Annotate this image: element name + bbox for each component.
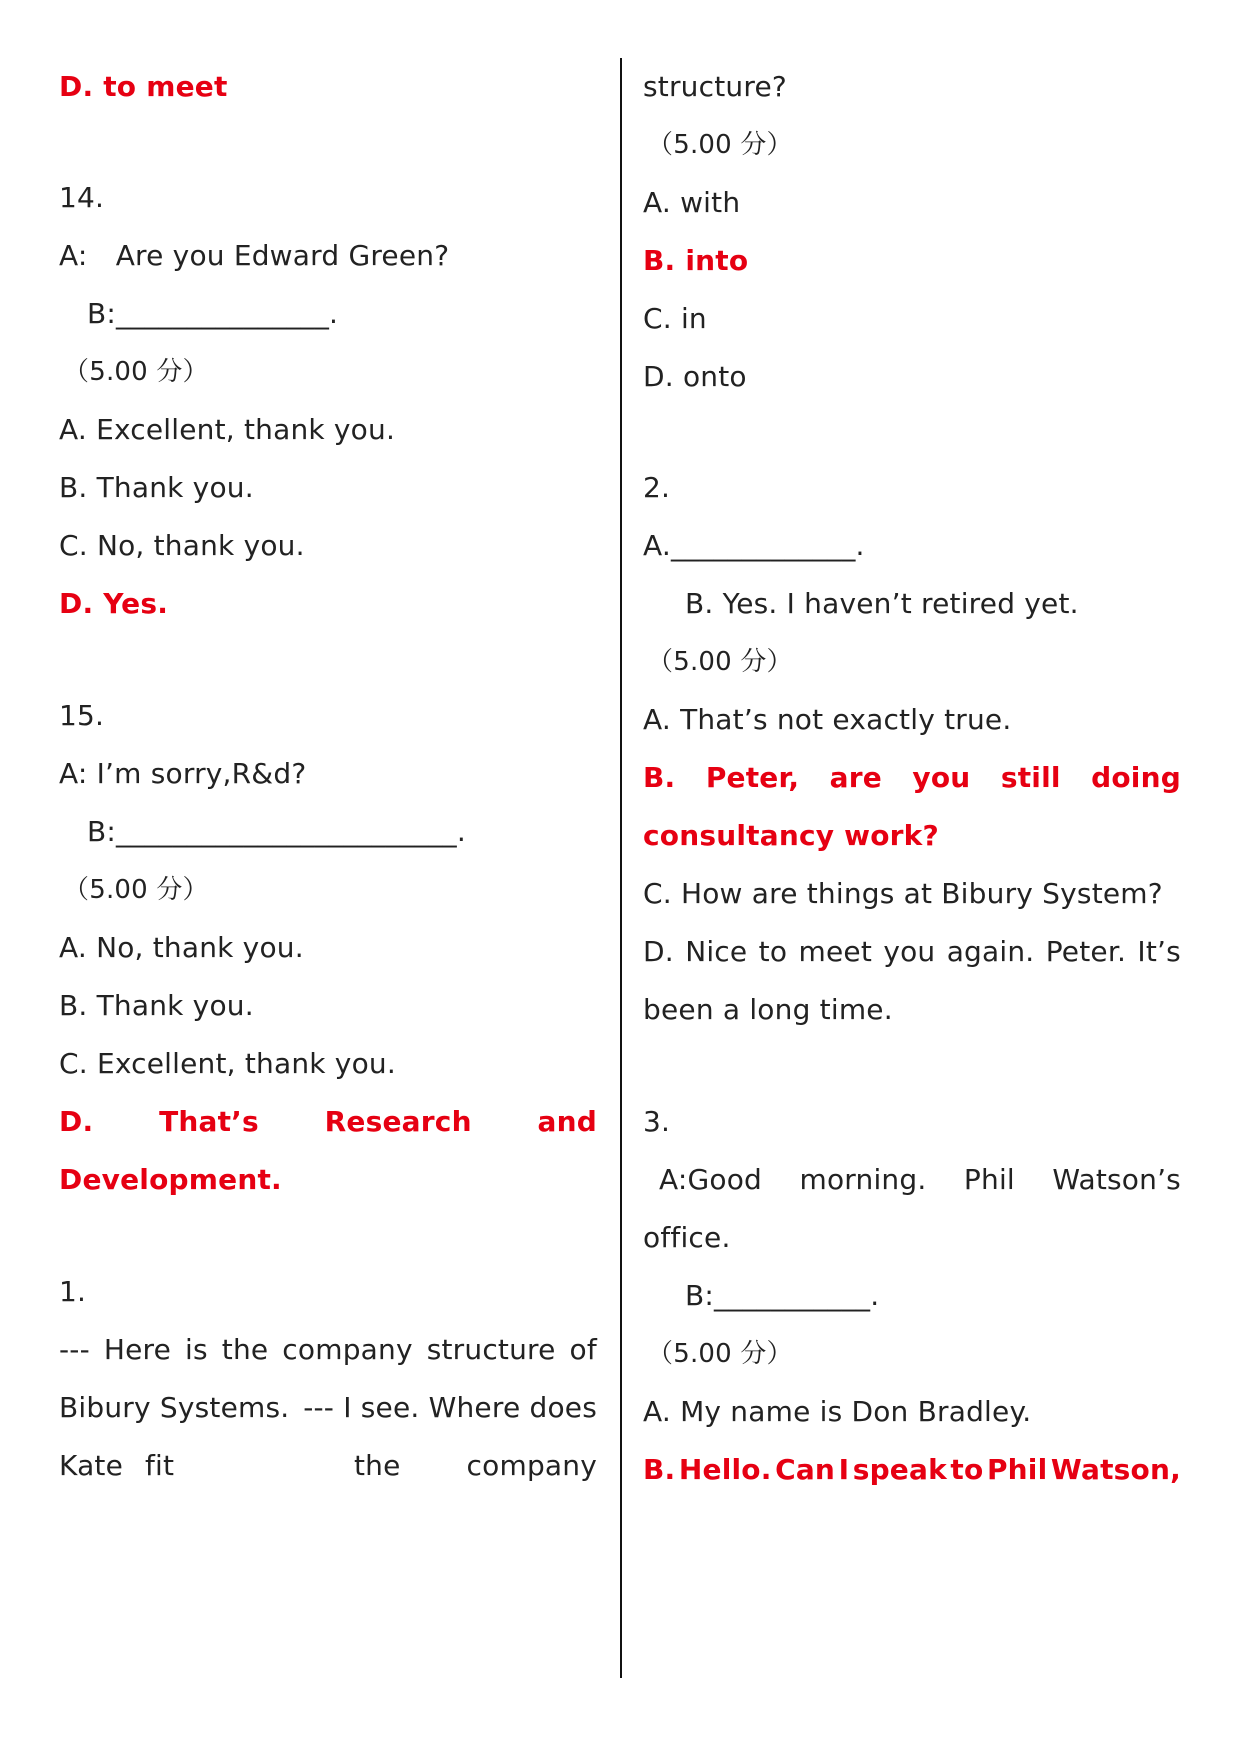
- q1-stem-word: the: [221, 1333, 269, 1366]
- q1-stem-line2: [59, 1390, 597, 1426]
- q15-dialogue-b: B:________________________.: [87, 815, 466, 848]
- q2-option-c[interactable]: C. How are things at Bibury System?: [643, 877, 1163, 910]
- q3-option-b-word: to: [950, 1453, 984, 1486]
- q1-stem-word: Here: [103, 1333, 172, 1366]
- q15-option-d-word: Research: [324, 1105, 472, 1138]
- q14-dialogue-a: A: Are you Edward Green?: [59, 239, 450, 272]
- q3-option-b-word: Can: [775, 1453, 836, 1486]
- q2-option-d-word: again.: [946, 935, 1035, 968]
- q1-number: 1.: [59, 1275, 87, 1308]
- q3-dialogue-a-word: morning.: [799, 1163, 927, 1196]
- q1-stem-line1: [59, 1332, 597, 1368]
- q2-option-d-word: It’s: [1137, 935, 1181, 968]
- q15-option-d-line2[interactable]: Development.: [59, 1163, 282, 1196]
- q14-score: （5.00 分）: [63, 357, 209, 387]
- q15-option-d-word: That’s: [159, 1105, 259, 1138]
- q1-stem-word: the: [354, 1449, 401, 1482]
- q2-option-d-word: to: [758, 935, 788, 968]
- q3-dialogue-a-word: Phil: [963, 1163, 1015, 1196]
- q1-stem-word: company: [282, 1333, 413, 1366]
- q3-dialogue-a-word: A:Good: [659, 1163, 763, 1196]
- q3-option-b-word: speak: [852, 1453, 947, 1486]
- q15-option-b[interactable]: B. Thank you.: [59, 989, 254, 1022]
- q2-option-d[interactable]: [643, 934, 1181, 970]
- q2-option-d-word: you: [883, 935, 936, 968]
- q3-option-b-word: Hello.: [678, 1453, 772, 1486]
- q1-stem-word: is: [185, 1333, 208, 1366]
- q15-option-d-word: D.: [59, 1105, 94, 1138]
- q14-option-c[interactable]: C. No, thank you.: [59, 529, 305, 562]
- q15-option-d-word: and: [537, 1105, 597, 1138]
- q15-option-d-correct[interactable]: [59, 1104, 597, 1140]
- q2-option-b-word: B.: [643, 761, 676, 794]
- q1-stem-word: of: [569, 1333, 597, 1366]
- q15-option-c[interactable]: C. Excellent, thank you.: [59, 1047, 396, 1080]
- q2-option-d-word: D.: [643, 935, 674, 968]
- q2-option-a[interactable]: A. That’s not exactly true.: [643, 703, 1012, 736]
- q3-dialogue-a-word: Watson’s: [1052, 1163, 1181, 1196]
- q3-option-b-word: I: [838, 1453, 850, 1486]
- q14-number: 14.: [59, 181, 105, 214]
- column-divider: [620, 58, 622, 1678]
- q1-option-c[interactable]: C. in: [643, 302, 707, 335]
- q14-option-a[interactable]: A. Excellent, thank you.: [59, 413, 396, 446]
- q3-option-b-word: B.: [643, 1453, 676, 1486]
- q1-stem-word: structure: [426, 1333, 556, 1366]
- q1-score: （5.00 分）: [647, 130, 793, 160]
- q2-option-d-word: meet: [798, 935, 872, 968]
- q1-option-b-correct[interactable]: B. into: [643, 244, 749, 277]
- q1-option-d[interactable]: D. onto: [643, 360, 747, 393]
- q1-option-a[interactable]: A. with: [643, 186, 741, 219]
- q13-correct-answer-d: D. to meet: [59, 70, 228, 103]
- q2-option-b-line2[interactable]: consultancy work?: [643, 819, 939, 852]
- q3-dialogue-b: B:___________.: [685, 1279, 880, 1312]
- q15-score: （5.00 分）: [63, 875, 209, 905]
- q1-stem-line4: structure?: [643, 70, 787, 103]
- q2-option-b-word: Peter,: [705, 761, 800, 794]
- q3-dialogue-a: [659, 1162, 1181, 1198]
- q2-option-d-word: Nice: [685, 935, 748, 968]
- q14-option-d-correct[interactable]: D. Yes.: [59, 587, 169, 620]
- q3-score: （5.00 分）: [647, 1339, 793, 1369]
- q1-stem-segment: Bibury Systems.: [59, 1391, 290, 1424]
- q2-number: 2.: [643, 471, 671, 504]
- q1-stem-segment: --- I see. Where does: [303, 1391, 597, 1424]
- q1-stem-word: ---: [59, 1333, 90, 1366]
- q3-option-a[interactable]: A. My name is Don Bradley.: [643, 1395, 1032, 1428]
- q2-dialogue-b: B. Yes. I haven’t retired yet.: [685, 587, 1079, 620]
- q15-option-a[interactable]: A. No, thank you.: [59, 931, 304, 964]
- q1-stem-word: fit: [145, 1449, 175, 1482]
- q2-option-d-line2[interactable]: been a long time.: [643, 993, 893, 1026]
- q2-dialogue-a: A._____________.: [643, 529, 865, 562]
- q2-option-b-word: are: [829, 761, 882, 794]
- q2-option-b-word: still: [1000, 761, 1061, 794]
- q3-option-b-word: Phil: [986, 1453, 1048, 1486]
- q15-number: 15.: [59, 699, 105, 732]
- q3-dialogue-a-line2: office.: [643, 1221, 731, 1254]
- q1-stem-word: company: [466, 1449, 597, 1482]
- q3-option-b-correct[interactable]: [643, 1452, 1181, 1488]
- q2-option-b-word: doing: [1091, 761, 1181, 794]
- q2-option-d-word: Peter.: [1045, 935, 1127, 968]
- q14-option-b[interactable]: B. Thank you.: [59, 471, 254, 504]
- q15-dialogue-a: A: I’m sorry,R&d?: [59, 757, 307, 790]
- q2-option-b-correct[interactable]: [643, 760, 1181, 796]
- q2-score: （5.00 分）: [647, 647, 793, 677]
- q2-option-b-word: you: [912, 761, 971, 794]
- q1-stem-word: Kate: [59, 1449, 124, 1482]
- q3-option-b-word: Watson,: [1050, 1453, 1181, 1486]
- q3-number: 3.: [643, 1105, 671, 1138]
- q14-dialogue-b: B:_______________.: [87, 297, 339, 330]
